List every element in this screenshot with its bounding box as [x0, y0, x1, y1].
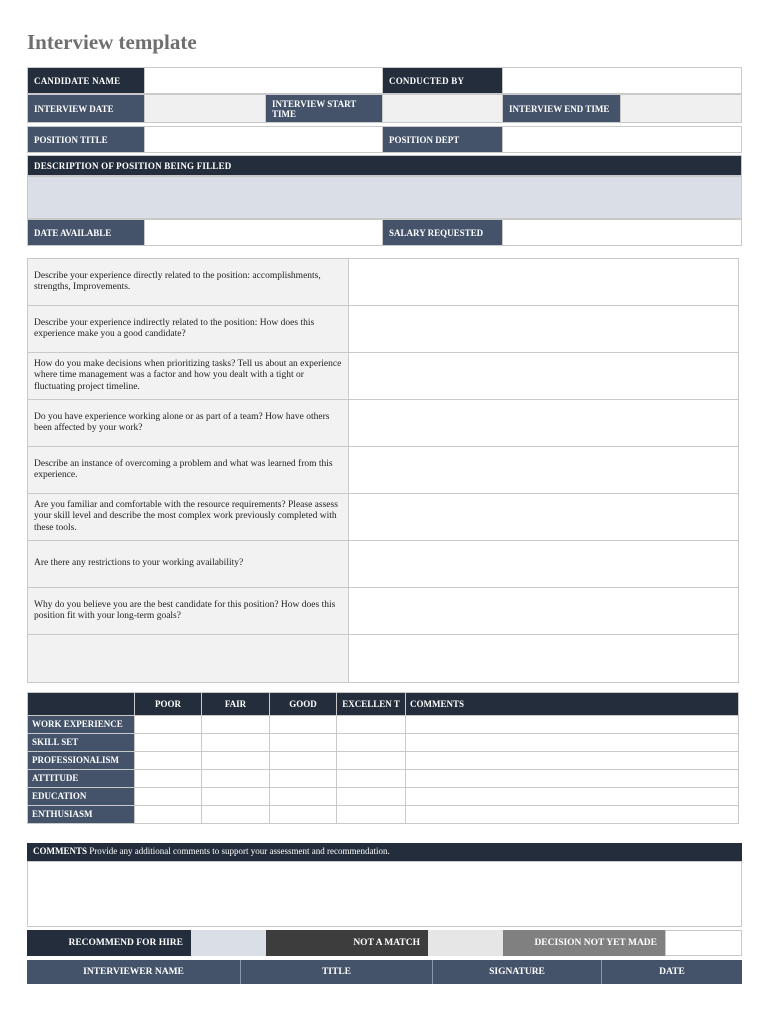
- question-row: [28, 353, 738, 400]
- rating-cell[interactable]: [202, 716, 270, 734]
- description-field[interactable]: [27, 176, 742, 219]
- answer-field[interactable]: [349, 541, 738, 587]
- rating-row-label: PROFESSIONALISM: [28, 752, 135, 770]
- position-dept-label: POSITION DEPT: [383, 126, 503, 153]
- rating-row: [28, 806, 739, 824]
- rating-row-label: WORK EXPERIENCE: [28, 716, 135, 734]
- decision-not-yet-made-box[interactable]: [665, 930, 742, 956]
- rating-cell[interactable]: [337, 734, 406, 752]
- salary-requested-label: SALARY REQUESTED: [383, 219, 503, 246]
- answer-field[interactable]: [349, 306, 738, 352]
- salary-requested-field[interactable]: [503, 219, 742, 246]
- rating-cell[interactable]: [202, 752, 270, 770]
- rating-row: [28, 716, 739, 734]
- recommend-for-hire-box[interactable]: [191, 930, 266, 956]
- rating-cell[interactable]: [337, 716, 406, 734]
- description-header-row: [27, 155, 742, 176]
- decision-not-yet-made-label: DECISION NOT YET MADE: [503, 930, 665, 956]
- rating-cell[interactable]: [270, 716, 337, 734]
- answer-field[interactable]: [349, 447, 738, 493]
- question-text: Are there any restrictions to your working availability?: [28, 541, 349, 587]
- question-text: Describe your experience indirectly related to the position: How does this experience make you a good candidate?: [28, 306, 349, 352]
- rating-row-label: ENTHUSIASM: [28, 806, 135, 824]
- rating-comment-cell[interactable]: [406, 752, 739, 770]
- interview-time-row: [27, 94, 742, 123]
- candidate-row: [27, 67, 742, 94]
- position-title-label: POSITION TITLE: [27, 126, 145, 153]
- rating-col-good: GOOD: [270, 693, 337, 716]
- position-title-field[interactable]: [145, 126, 383, 153]
- rating-col-poor: POOR: [135, 693, 202, 716]
- date-available-label: DATE AVAILABLE: [27, 219, 145, 246]
- interview-date-field[interactable]: [145, 94, 266, 123]
- rating-cell[interactable]: [202, 806, 270, 824]
- question-text: Why do you believe you are the best candidate for this position? How does this position fit with your long-term goals?: [28, 588, 349, 634]
- position-row: [27, 126, 742, 153]
- candidate-name-label: CANDIDATE NAME: [27, 67, 145, 94]
- not-a-match-label: NOT A MATCH: [266, 930, 428, 956]
- rating-cell[interactable]: [337, 770, 406, 788]
- recommend-for-hire-label: RECOMMEND FOR HIRE: [27, 930, 191, 956]
- rating-comment-cell[interactable]: [406, 734, 739, 752]
- rating-cell[interactable]: [135, 788, 202, 806]
- question-text: How do you make decisions when prioritizing tasks? Tell us about an experience where time management was a factor and how you dealt with a tight or fluctuating project timeline.: [28, 353, 349, 399]
- question-row: [28, 447, 738, 494]
- interviewer-name-label: INTERVIEWER NAME: [27, 960, 241, 984]
- question-row: [28, 635, 738, 682]
- question-text: Describe your experience directly related to the position: accomplishments, strengths, Improvements.: [28, 259, 349, 305]
- rating-row: [28, 788, 739, 806]
- rating-comment-cell[interactable]: [406, 806, 739, 824]
- description-label: DESCRIPTION OF POSITION BEING FILLED: [27, 155, 742, 176]
- rating-cell[interactable]: [337, 788, 406, 806]
- rating-row: [28, 734, 739, 752]
- rating-row-label: SKILL SET: [28, 734, 135, 752]
- rating-cell[interactable]: [202, 770, 270, 788]
- answer-field[interactable]: [349, 353, 738, 399]
- rating-cell[interactable]: [135, 716, 202, 734]
- question-text: Do you have experience working alone or as part of a team? How have others been affected by your work?: [28, 400, 349, 446]
- answer-field[interactable]: [349, 259, 738, 305]
- rating-cell[interactable]: [337, 806, 406, 824]
- rating-cell[interactable]: [270, 806, 337, 824]
- rating-row-label: ATTITUDE: [28, 770, 135, 788]
- rating-row-label: EDUCATION: [28, 788, 135, 806]
- rating-comment-cell[interactable]: [406, 716, 739, 734]
- rating-row: [28, 770, 739, 788]
- rating-col-excellent: EXCELLEN T: [337, 693, 406, 716]
- question-row: [28, 588, 738, 635]
- rating-comment-cell[interactable]: [406, 788, 739, 806]
- answer-field[interactable]: [349, 494, 738, 540]
- recommendation-row: [27, 930, 742, 956]
- question-row: [28, 494, 738, 541]
- rating-cell[interactable]: [270, 734, 337, 752]
- comments-header: [27, 843, 742, 861]
- question-text: Are you familiar and comfortable with the resource requirements? Please assess your skill level and describe the most complex work previously completed with these tools.: [28, 494, 349, 540]
- comments-label: COMMENTS: [33, 846, 87, 856]
- question-text: [28, 635, 349, 682]
- interview-start-time-label: INTERVIEW START TIME: [266, 94, 383, 123]
- date-label: DATE: [659, 967, 685, 977]
- interview-date-label: INTERVIEW DATE: [27, 94, 145, 123]
- interview-start-time-field[interactable]: [383, 94, 503, 123]
- rating-row: [28, 752, 739, 770]
- position-dept-field[interactable]: [503, 126, 742, 153]
- rating-comment-cell[interactable]: [406, 770, 739, 788]
- page-title: Interview template: [27, 30, 197, 54]
- answer-field[interactable]: [349, 588, 738, 634]
- interview-end-time-field[interactable]: [621, 94, 742, 123]
- rating-col-comments: COMMENTS: [406, 693, 739, 716]
- comments-field[interactable]: [27, 861, 742, 927]
- rating-cell[interactable]: [135, 752, 202, 770]
- rating-cell[interactable]: [270, 752, 337, 770]
- title-label: TITLE: [241, 960, 433, 984]
- rating-cell[interactable]: [202, 788, 270, 806]
- rating-cell[interactable]: [270, 770, 337, 788]
- answer-field[interactable]: [349, 635, 738, 682]
- rating-table: [27, 692, 739, 824]
- answer-field[interactable]: [349, 400, 738, 446]
- not-a-match-box[interactable]: [428, 930, 503, 956]
- questions-table: [27, 258, 739, 683]
- signature-row: [27, 960, 742, 984]
- rating-cell[interactable]: [135, 734, 202, 752]
- signature-label: SIGNATURE: [433, 960, 602, 984]
- rating-cell[interactable]: [337, 752, 406, 770]
- conducted-by-label: CONDUCTED BY: [383, 67, 503, 94]
- rating-header-blank: [28, 693, 135, 716]
- candidate-name-field[interactable]: [145, 67, 383, 94]
- rating-cell[interactable]: [270, 788, 337, 806]
- rating-col-fair: FAIR: [202, 693, 270, 716]
- availability-row: [27, 219, 742, 246]
- rating-cell[interactable]: [135, 770, 202, 788]
- question-row: [28, 541, 738, 588]
- rating-cell[interactable]: [202, 734, 270, 752]
- conducted-by-field[interactable]: [503, 67, 742, 94]
- rating-header-row: [28, 693, 739, 716]
- date-available-field[interactable]: [145, 219, 383, 246]
- question-row: [28, 259, 738, 306]
- description-row: [27, 176, 742, 219]
- rating-cell[interactable]: [135, 806, 202, 824]
- interview-end-time-label: INTERVIEW END TIME: [503, 94, 621, 123]
- comments-instructions: Provide any additional comments to support your assessment and recommendation.: [89, 846, 390, 856]
- question-row: [28, 400, 738, 447]
- question-row: [28, 306, 738, 353]
- question-text: Describe an instance of overcoming a problem and what was learned from this experience.: [28, 447, 349, 493]
